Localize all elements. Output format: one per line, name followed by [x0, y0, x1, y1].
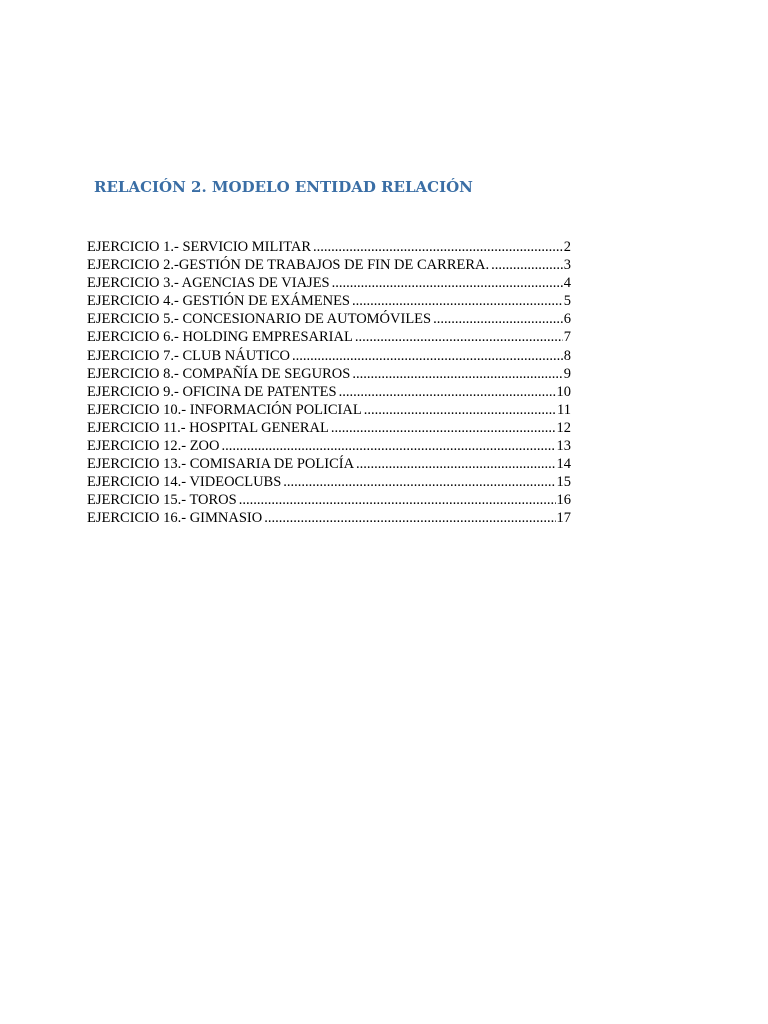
toc-entry-label: EJERCICIO 4.- GESTIÓN DE EXÁMENES [87, 293, 350, 310]
toc-entry-label: EJERCICIO 3.- AGENCIAS DE VIAJES [87, 275, 330, 292]
dot-leader [364, 401, 556, 419]
dot-leader [332, 274, 563, 292]
toc-entry-page: 17 [556, 510, 571, 527]
toc-entry[interactable] [87, 401, 571, 419]
toc-entry-label: EJERCICIO 16.- GIMNASIO [87, 510, 263, 527]
dot-leader [352, 292, 563, 310]
toc-entry[interactable] [87, 455, 571, 473]
toc-entry[interactable] [87, 491, 571, 509]
toc-entry-page: 4 [563, 275, 571, 292]
toc-entry-page: 9 [563, 365, 571, 382]
dot-leader [239, 491, 556, 509]
toc-entry[interactable] [87, 365, 571, 383]
toc-entry-page: 16 [556, 492, 571, 509]
toc-entry-page: 2 [563, 239, 571, 255]
dot-leader [222, 437, 556, 455]
toc-entry-page: 3 [563, 257, 571, 274]
toc-entry-page: 12 [556, 419, 571, 436]
dot-leader [339, 383, 556, 401]
dot-leader [356, 455, 555, 473]
toc-entry-label: EJERCICIO 6.- HOLDING EMPRESARIAL [87, 329, 353, 346]
toc-entry[interactable] [87, 347, 571, 365]
dot-leader [331, 419, 556, 437]
toc-entry-label: EJERCICIO 15.- TOROS [87, 492, 237, 509]
toc-entry[interactable] [87, 274, 571, 292]
toc-entry-page: 8 [563, 347, 571, 364]
table-of-contents [87, 238, 571, 528]
toc-entry[interactable] [87, 292, 571, 310]
toc-entry[interactable] [87, 256, 571, 274]
toc-entry-page: 10 [556, 383, 571, 400]
toc-entry-page: 14 [556, 456, 571, 473]
dot-leader [352, 365, 562, 383]
dot-leader [433, 310, 563, 328]
toc-entry[interactable] [87, 473, 571, 491]
toc-entry-label: EJERCICIO 12.- ZOO [87, 438, 220, 455]
dot-leader [283, 473, 555, 491]
toc-entry-label: EJERCICIO 13.- COMISARIA DE POLICÍA [87, 456, 355, 473]
toc-entry-label: EJERCICIO 9.- OFICINA DE PATENTES [87, 383, 337, 400]
dot-leader [491, 256, 563, 274]
toc-entry-label: EJERCICIO 2.-GESTIÓN DE TRABAJOS DE FIN DE CARRERA. [87, 257, 490, 274]
toc-entry-page: 7 [563, 329, 571, 346]
toc-entry-label: EJERCICIO 8.- COMPAÑÍA DE SEGUROS [87, 365, 351, 382]
page-title: RELACIÓN 2. MODELO ENTIDAD RELACIÓN [94, 178, 473, 196]
dot-leader [292, 347, 563, 365]
toc-entry[interactable] [87, 310, 571, 328]
toc-entry-label: EJERCICIO 10.- INFORMACIÓN POLICIAL [87, 401, 362, 418]
dot-leader [313, 238, 563, 256]
toc-entry-page: 13 [556, 438, 571, 455]
toc-entry-page: 11 [557, 401, 571, 418]
toc-entry[interactable] [87, 419, 571, 437]
toc-entry[interactable] [87, 328, 571, 346]
toc-entry-label: EJERCICIO 7.- CLUB NÁUTICO [87, 347, 290, 364]
toc-entry-page: 6 [563, 311, 571, 328]
toc-entry-page: 15 [556, 474, 571, 491]
toc-entry-label: EJERCICIO 1.- SERVICIO MILITAR [87, 239, 312, 255]
toc-entry-page: 5 [563, 293, 571, 310]
dot-leader [355, 328, 563, 346]
toc-entry[interactable] [87, 383, 571, 401]
toc-entry[interactable] [87, 238, 571, 256]
toc-entry-label: EJERCICIO 11.- HOSPITAL GENERAL [87, 419, 329, 436]
toc-entry[interactable] [87, 509, 571, 527]
toc-entry[interactable] [87, 437, 571, 455]
toc-entry-label: EJERCICIO 14.- VIDEOCLUBS [87, 474, 282, 491]
dot-leader [264, 509, 555, 527]
toc-entry-label: EJERCICIO 5.- CONCESIONARIO DE AUTOMÓVILES [87, 311, 432, 328]
